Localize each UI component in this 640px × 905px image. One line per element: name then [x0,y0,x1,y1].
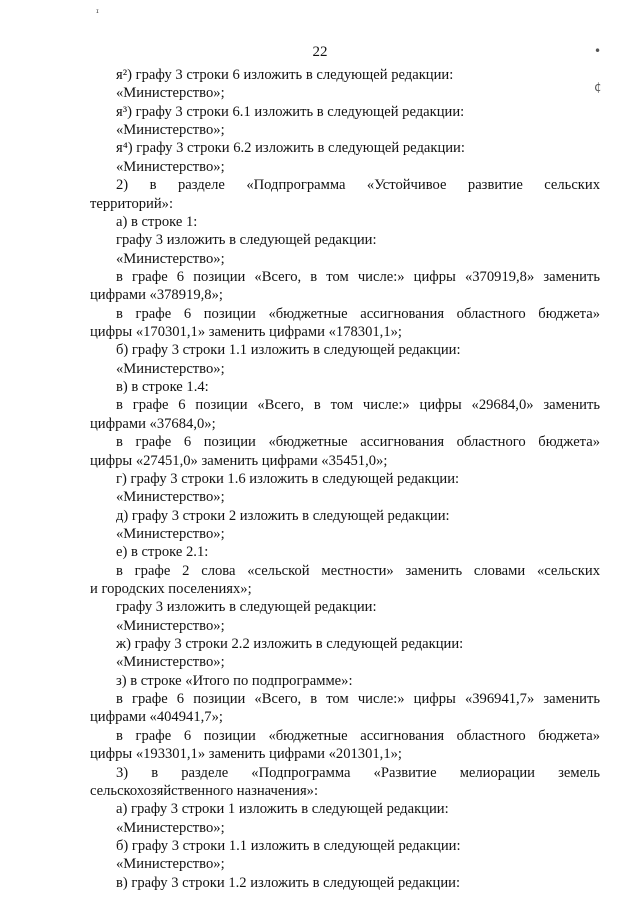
scan-mark: ¢ [594,80,602,94]
text-line: «Министерство»; [116,654,225,671]
text-line: «Министерство»; [116,489,225,506]
text-line: в графе 2 слова «сельской местности» заменить словами «сельских [116,562,600,579]
text-line: и городских поселениях»; [90,581,252,597]
text-line: в графе 6 позиции «бюджетные ассигнования областного бюджета» [116,434,600,451]
text-line: б) графу 3 строки 1.1 изложить в следующей редакции: [116,342,461,359]
text-line: в графе 6 позиции «Всего, в том числе:» цифры «396941,7» заменить [116,691,600,708]
text-line: «Министерство»; [116,250,225,267]
text-line: в графе 6 позиции «Всего, в том числе:» цифры «29684,0» заменить [116,397,600,414]
text-line: я⁴) графу 3 строки 6.2 изложить в следующей редакции: [116,140,465,157]
text-line: в графе 6 позиции «бюджетные ассигнования областного бюджета» [116,727,600,744]
page-number: 22 [312,44,328,60]
text-line: «Министерство»; [116,617,225,634]
text-line: графу 3 изложить в следующей редакции: [116,232,377,249]
text-line: 3) в разделе «Подпрограмма «Развитие мелиорации земель [116,764,600,781]
text-line: а) в строке 1: [116,213,198,230]
text-line: территорий»: [90,195,174,212]
text-line: цифрами «404941,7»; [90,709,223,726]
text-line: я²) графу 3 строки 6 изложить в следующей редакции: [116,67,454,83]
text-line: б) графу 3 строки 1.1 изложить в следующей редакции: [116,837,461,854]
text-line: в) в строке 1.4: [116,379,209,395]
text-line: в графе 6 позиции «бюджетные ассигнования областного бюджета» [116,305,600,322]
text-line: а) графу 3 строки 1 изложить в следующей редакции: [116,801,449,818]
scan-mark: ᶦ [96,6,100,20]
text-line: цифры «193301,1» заменить цифрами «201301,1»; [90,746,402,763]
text-line: ж) графу 3 строки 2.2 изложить в следующей редакции: [116,636,464,652]
text-line: я³) графу 3 строки 6.1 изложить в следующей редакции: [116,103,465,120]
text-line: цифры «170301,1» заменить цифрами «178301,1»; [90,324,402,340]
text-line: сельскохозяйственного назначения»: [90,782,319,799]
text-line: «Министерство»; [116,85,225,102]
text-line: в) графу 3 строки 1.2 изложить в следующей редакции: [116,874,461,891]
text-line: г) графу 3 строки 1.6 изложить в следующей редакции: [116,470,460,487]
text-line: «Министерство»; [116,122,225,139]
text-line: д) графу 3 строки 2 изложить в следующей редакции: [116,507,450,524]
text-line: 2) в разделе «Подпрограмма «Устойчивое развитие сельских [116,177,600,194]
text-line: цифрами «37684,0»; [90,415,216,432]
text-line: з) в строке «Итого по подпрограмме»: [116,672,353,689]
text-line: в графе 6 позиции «Всего, в том числе:» цифры «370919,8» заменить [116,268,600,285]
text-line: «Министерство»; [116,819,225,836]
text-line: «Министерство»; [116,856,225,873]
text-line: «Министерство»; [116,158,225,175]
text-line: цифрами «378919,8»; [90,287,223,304]
scan-mark: • [594,44,602,58]
text-line: «Министерство»; [116,525,225,542]
text-line: е) в строке 2.1: [116,544,209,561]
text-line: «Министерство»; [116,360,225,377]
text-line: цифры «27451,0» заменить цифрами «35451,0»; [90,452,388,469]
text-line: графу 3 изложить в следующей редакции: [116,599,377,616]
